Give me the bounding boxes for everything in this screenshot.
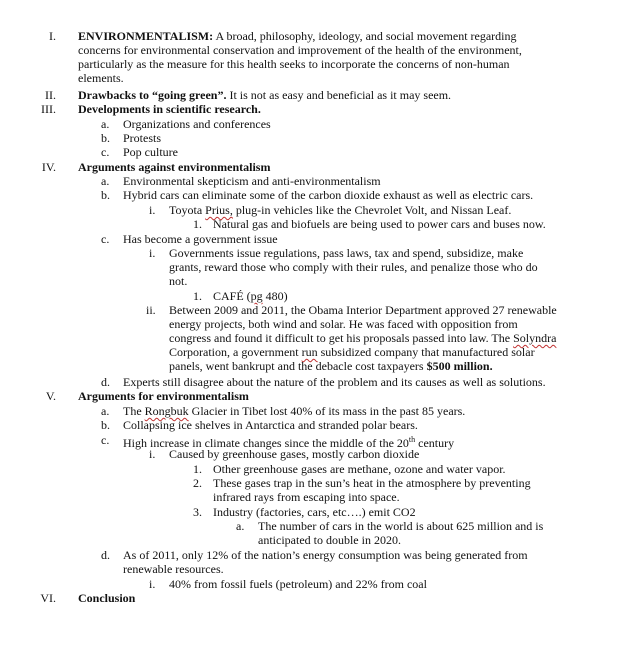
- section-heading: [78, 160, 270, 174]
- text-run: The: [123, 404, 145, 418]
- section-heading: [78, 29, 517, 43]
- section-numeral: IV.: [41, 160, 56, 174]
- list-item: Governments issue regulations, pass laws, tax and spend, subsidize, make: [169, 246, 524, 260]
- list-marker: a.: [236, 519, 245, 533]
- list-item: not.: [169, 274, 188, 288]
- text-run: 480): [262, 289, 288, 303]
- section-text: A broad, philosophy, ideology, and social movement regarding: [213, 29, 517, 43]
- list-item: 40% from fossil fuels (petroleum) and 22% from coal: [169, 577, 427, 591]
- section-heading: [78, 389, 249, 403]
- text-run: Glacier in Tibet lost 40% of its mass in the past 85 years.: [188, 404, 466, 418]
- section-title: Developments in scientific research.: [78, 102, 261, 116]
- list-marker: d.: [101, 548, 110, 562]
- text-run: century: [415, 436, 455, 450]
- list-item: [169, 359, 493, 373]
- spellcheck-word: Solyndra: [513, 331, 557, 345]
- list-item: Between 2009 and 2011, the Obama Interior Department approved 27 renewable: [169, 303, 557, 317]
- spellcheck-word: Prius,: [205, 203, 233, 217]
- list-marker: 1.: [193, 462, 202, 476]
- list-item: [123, 404, 465, 418]
- list-item: grants, reward those who comply with their rules, and penalize those who do: [169, 260, 538, 274]
- list-item: energy projects, both wind and solar. He was faced with opposition from: [169, 317, 518, 331]
- list-marker: c.: [101, 145, 110, 159]
- spellcheck-word: Rongbuk: [144, 404, 189, 418]
- list-item: [169, 203, 511, 217]
- list-item: [169, 345, 535, 359]
- spellcheck-word: pg: [250, 289, 263, 303]
- list-item: Caused by greenhouse gases, mostly carbon dioxide: [169, 447, 420, 461]
- list-marker: i.: [149, 203, 156, 217]
- list-marker: 2.: [193, 476, 202, 490]
- list-item: Has become a government issue: [123, 232, 278, 246]
- list-item: The number of cars in the world is about 625 million and is: [258, 519, 544, 533]
- section-title: ENVIRONMENTALISM:: [78, 29, 214, 43]
- section-title: Arguments against environmentalism: [78, 160, 271, 174]
- section-title: Arguments for environmentalism: [78, 389, 249, 403]
- list-item: Environmental skepticism and anti-environmentalism: [123, 174, 381, 188]
- text-run: Corporation, a government: [169, 345, 302, 359]
- list-marker: c.: [101, 433, 110, 447]
- list-item: [169, 331, 556, 345]
- section-text: concerns for environmental conservation and improvement of the health of the environment,: [78, 43, 522, 57]
- list-marker: 1.: [193, 289, 202, 303]
- section-title: Conclusion: [78, 591, 136, 605]
- superscript: th: [408, 435, 416, 444]
- list-marker: 3.: [193, 505, 202, 519]
- list-item: Pop culture: [123, 145, 178, 159]
- list-marker: ii.: [146, 303, 156, 317]
- list-item: These gases trap in the sun’s heat in the atmosphere by preventing: [213, 476, 531, 490]
- list-item: Hybrid cars can eliminate some of the carbon dioxide exhaust as well as electric cars.: [123, 188, 534, 202]
- section-numeral: V.: [45, 389, 56, 403]
- list-marker: i.: [149, 246, 156, 260]
- section-numeral: VI.: [40, 591, 56, 605]
- text-run: High increase in climate changes since the middle of the 20: [123, 436, 409, 450]
- list-item: Experts still disagree about the nature of the problem and its causes as well as solutions.: [123, 375, 546, 389]
- section-numeral: III.: [41, 102, 56, 116]
- text-run: congress and found it difficult to get his proposals passed into law. The: [169, 331, 514, 345]
- list-item: Other greenhouse gases are methane, ozone and water vapor.: [213, 462, 506, 476]
- list-marker: i.: [149, 577, 156, 591]
- list-marker: d.: [101, 375, 110, 389]
- list-item: anticipated to double in 2020.: [258, 533, 401, 547]
- text-run: Toyota: [169, 203, 206, 217]
- list-item: As of 2011, only 12% of the nation’s energy consumption was being generated from: [123, 548, 528, 562]
- list-item: Industry (factories, cars, etc….) emit CO2: [213, 505, 416, 519]
- section-title: Drawbacks to “going green”.: [78, 88, 227, 102]
- section-text: It is not as easy and beneficial as it may seem.: [226, 88, 452, 102]
- section-text: elements.: [78, 71, 124, 85]
- section-text: particularly as the measure for this health seeks to incorporate the concerns of non-human: [78, 57, 510, 71]
- text-run: CAFÉ (: [213, 289, 251, 303]
- list-item: renewable resources.: [123, 562, 224, 576]
- list-item: Organizations and conferences: [123, 117, 271, 131]
- section-heading: [78, 591, 135, 605]
- text-run: subsidized company that manufactured solar: [317, 345, 535, 359]
- list-marker: a.: [101, 117, 110, 131]
- list-item: [213, 289, 288, 303]
- list-item: Natural gas and biofuels are being used to power cars and buses now.: [213, 217, 546, 231]
- section-heading: [78, 88, 451, 102]
- emphasis-text: $500 million.: [426, 359, 493, 373]
- text-run: plug-in vehicles like the Chevrolet Volt, and Nissan Leaf.: [232, 203, 512, 217]
- list-marker: c.: [101, 232, 110, 246]
- section-numeral: I.: [49, 29, 56, 43]
- list-item: Collapsing ice shelves in Antarctica and stranded polar bears.: [123, 418, 418, 432]
- list-item: Protests: [123, 131, 162, 145]
- text-run: panels, went bankrupt and the debacle cost taxpayers: [169, 359, 427, 373]
- section-heading: [78, 102, 261, 116]
- list-marker: a.: [101, 404, 110, 418]
- list-marker: a.: [101, 174, 110, 188]
- list-marker: b.: [101, 188, 110, 202]
- list-marker: b.: [101, 131, 110, 145]
- list-marker: 1.: [193, 217, 202, 231]
- spellcheck-word: run: [301, 345, 318, 359]
- section-numeral: II.: [45, 88, 56, 102]
- list-marker: i.: [149, 447, 156, 461]
- list-item: infrared rays from escaping into space.: [213, 490, 400, 504]
- list-marker: b.: [101, 418, 110, 432]
